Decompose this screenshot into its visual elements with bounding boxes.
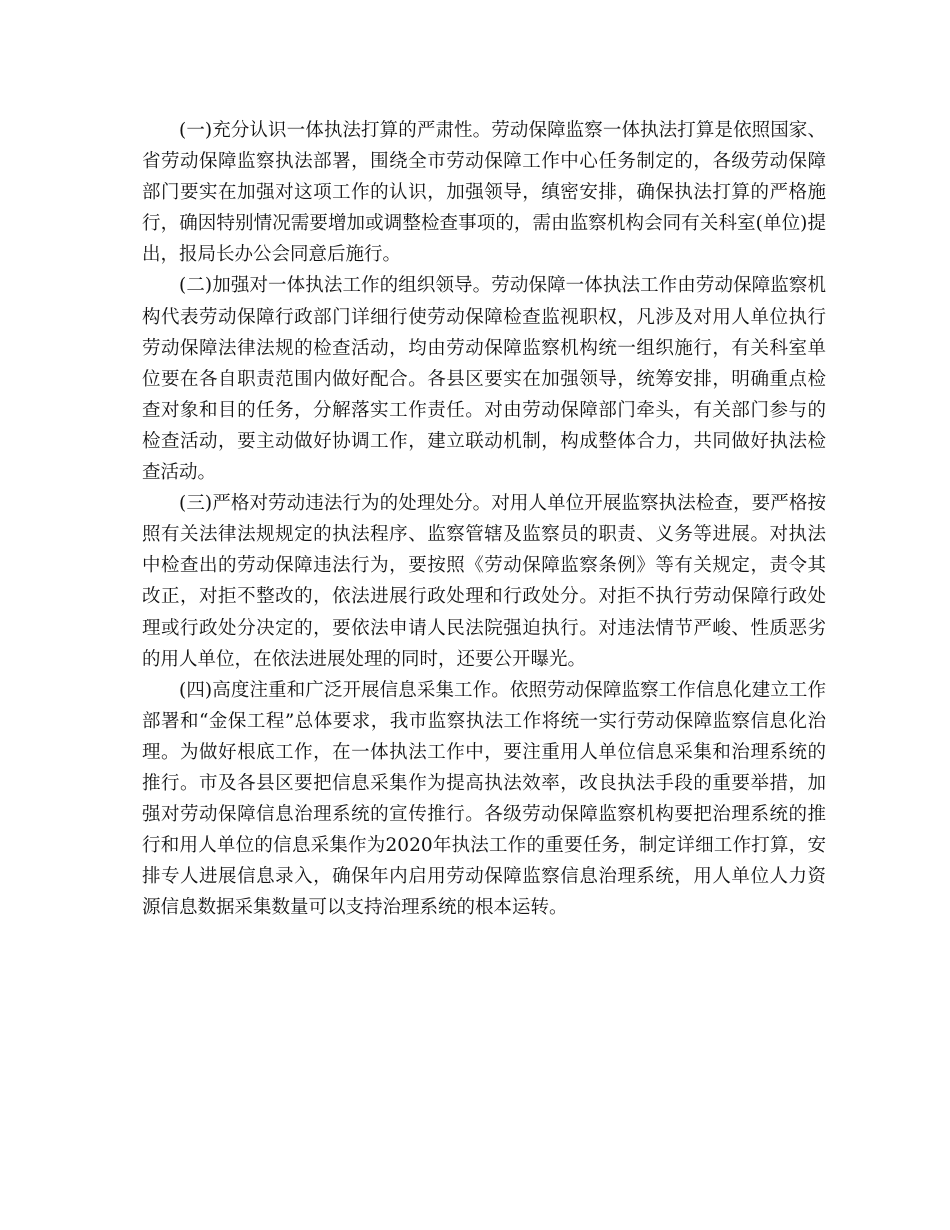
paragraph-2: (二)加强对一体执法工作的组织领导。劳动保障一体执法工作由劳动保障监察机构代表劳动保障行政部门详细行使劳动保障检查监视职权，凡涉及对用人单位执行劳动保障法律法规的检查活动，均由劳动保障监察机构统一组织施行，有关科室单位要在各自职责范围内做好配合。各县区要实在加强领导，统筹安排，明确重点检查对象和目的任务，分解落实工作责任。对由劳动保障部门牵头，有关部门参与的检查活动，要主动做好协调工作，建立联动机制，构成整体合力，共同做好执法检查活动。: [142, 275, 826, 484]
paragraph-3: (三)严格对劳动违法行为的处理处分。对用人单位开展监察执法检查，要严格按照有关法律法规规定的执法程序、监察管辖及监察员的职责、义务等进展。对执法中检查出的劳动保障违法行为，要按照《劳动保障监察条例》等有关规定，责令其改正，对拒不整改的，依法进展行政处理和行政处分。对拒不执行劳动保障行政处理或行政处分决定的，要依法申请人民法院强迫执行。对违法情节严峻、性质恶劣的用人单位，在依法进展处理的同时，还要公开曝光。: [142, 493, 826, 670]
paragraph-4: (四)高度注重和广泛开展信息采集工作。依照劳动保障监察工作信息化建立工作部署和“金保工程”总体要求，我市监察执法工作将统一实行劳动保障监察信息化治理。为做好根底工作，在一体执法工作中，要注重用人单位信息采集和治理系统的推行。市及各县区要把信息采集作为提高执法效率，改良执法手段的重要举措，加强对劳动保障信息治理系统的宣传推行。各级劳动保障监察机构要把治理系统的推行和用人单位的信息采集作为2020年执法工作的重要任务，制定详细工作打算，安排专人进展信息录入，确保年内启用劳动保障监察信息治理系统，用人单位人力资源信息数据采集数量可以支持治理系统的根本运转。: [142, 679, 826, 919]
paragraph-1: (一)充分认识一体执法打算的严肃性。劳动保障监察一体执法打算是依照国家、省劳动保障监察执法部署，围绕全市劳动保障工作中心任务制定的，各级劳动保障部门要实在加强对这项工作的认识，加强领导，缜密安排，确保执法打算的严格施行，确因特别情况需要增加或调整检查事项的，需由监察机构会同有关科室(单位)提出，报局长办公会同意后施行。: [142, 120, 826, 266]
document-body: [142, 115, 826, 923]
